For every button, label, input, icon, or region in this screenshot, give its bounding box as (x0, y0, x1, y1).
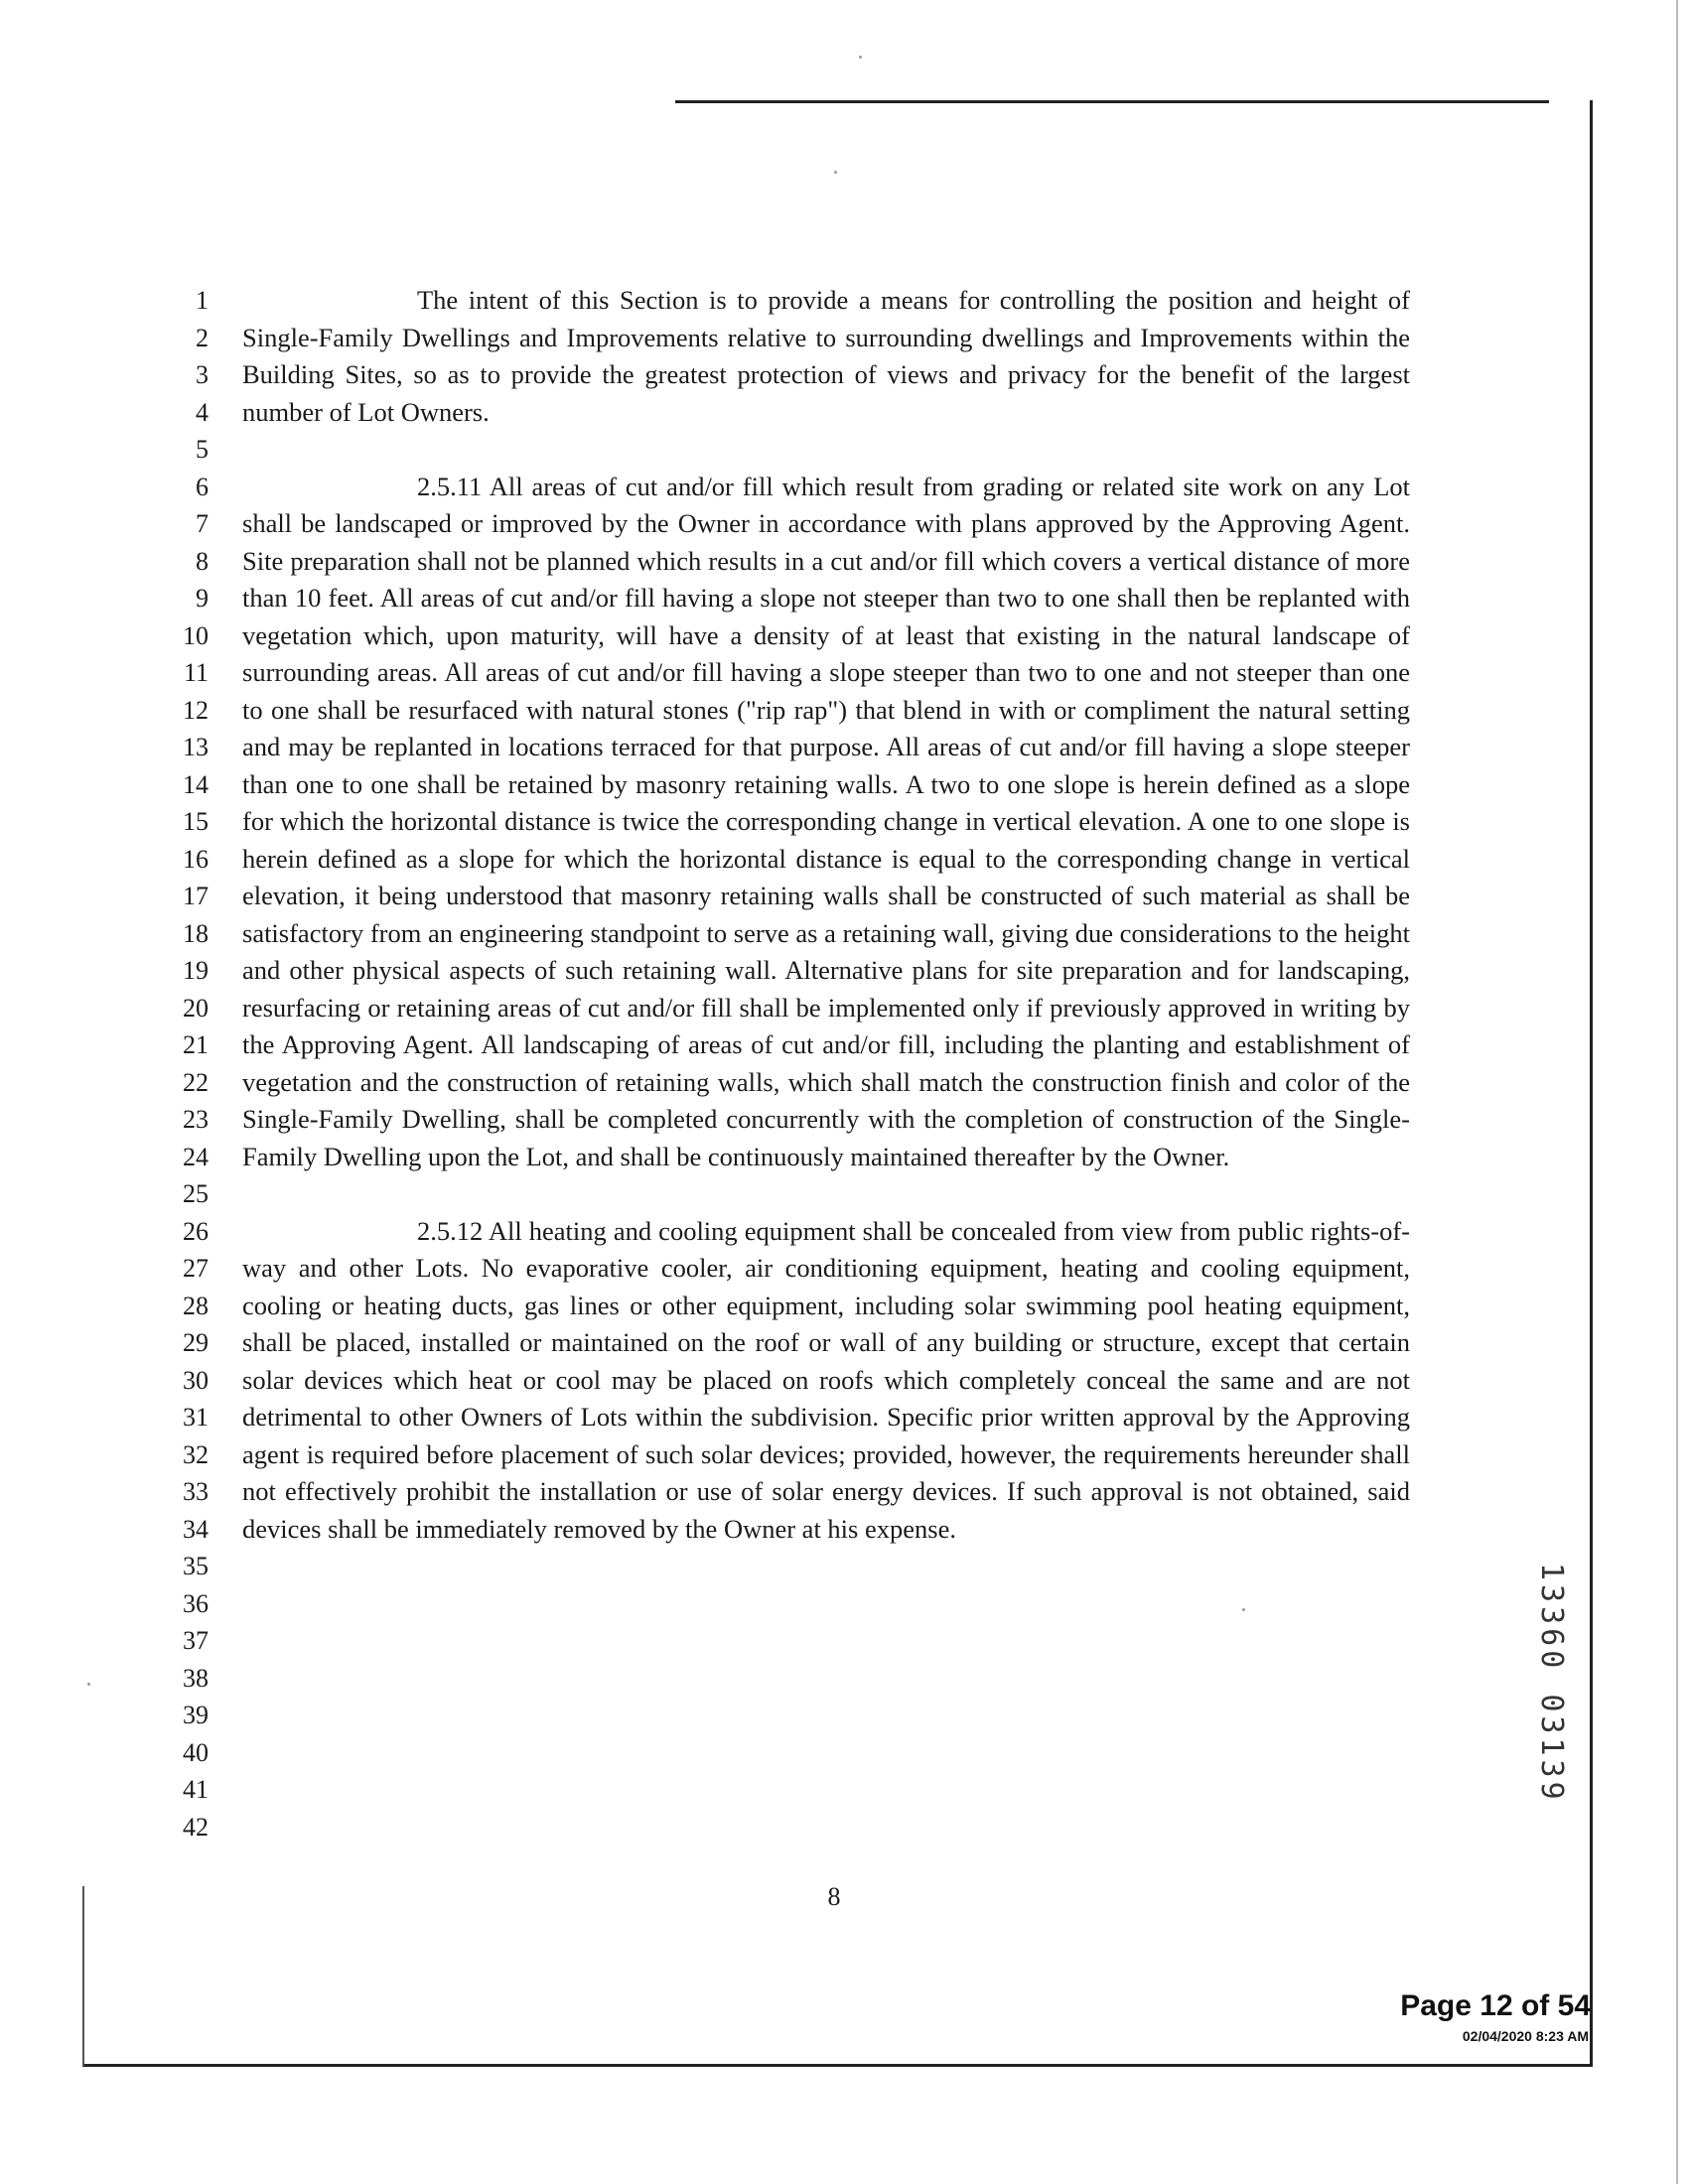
line-number: 33 (183, 1477, 209, 1506)
line-number: 18 (183, 918, 209, 948)
scan-right-rule (1590, 100, 1593, 2064)
line-number: 34 (183, 1514, 209, 1544)
line-number: 23 (183, 1105, 209, 1134)
line-number: 37 (183, 1626, 209, 1655)
footer-timestamp: 02/04/2020 8:23 AM (1462, 2028, 1589, 2044)
line-number: 28 (183, 1291, 209, 1320)
scan-speck (859, 56, 862, 59)
line-number: 29 (183, 1328, 209, 1357)
line-number: 16 (183, 844, 209, 874)
line-number: 41 (183, 1775, 209, 1804)
scan-speck (834, 171, 837, 174)
line-number: 7 (196, 509, 209, 538)
recording-stamp: 13360 03139 (1534, 1562, 1569, 1804)
scan-page-edge (1676, 0, 1678, 2184)
footer-page-label: Page 12 of 54 (1400, 1989, 1591, 2022)
line-number: 11 (183, 658, 209, 687)
line-number: 24 (183, 1142, 209, 1171)
line-number: 26 (183, 1216, 209, 1246)
line-number: 8 (196, 546, 209, 576)
line-number: 10 (183, 620, 209, 650)
line-number: 32 (183, 1439, 209, 1469)
line-number: 3 (196, 360, 209, 389)
paragraph-2-5-12: 2.5.12 All heating and cooling equipment shall be concealed from view from public rights-of-way and other Lots. No evaporative cooler, air conditioning equipment, heating and cooling equipment, cooling or heating ducts, gas lines or other equipment, including solar swimming pool heating equipment, shall be placed, installed or maintained on the roof or wall of any building or structure, except that certain solar devices which heat or cool may be placed on roofs which completely conceal the same and are not detrimental to other Owners of Lots within the subdivision. Specific prior written approval by the Approving agent is required before placement of such solar devices; provided, however, the requirements hereunder shall not effectively prohibit the installation or use of solar energy devices. If such approval is not obtained, said devices shall be immediately removed by the Owner at his expense. (242, 1215, 1410, 1544)
line-number: 14 (183, 769, 209, 799)
page-number: 8 (827, 1882, 841, 1911)
scan-left-rule (82, 1886, 84, 2066)
line-number: 20 (183, 993, 209, 1023)
line-number: 31 (183, 1403, 209, 1432)
line-number: 19 (183, 956, 209, 985)
paragraph-2-5-11: 2.5.11 All areas of cut and/or fill which result from grading or related site work on any Lot shall be landscaped or improved by the Owner in accordance with plans approved by the Approving Agent. Site preparation shall not be planned which results in a cut and/or fill which covers a vertical distance of more than 10 feet. All areas of cut and/or fill having a slope not steeper than two to one shall then be replanted with vegetation which, upon maturity, will have a density of at least that existing in the natural landscape of surrounding areas. All areas of cut and/or fill having a slope steeper than two to one and not steeper than one to one shall be resurfaced with natural stones ("rip rap") that blend in with or compliment the natural setting and may be replanted in locations terraced for that purpose. All areas of cut and/or fill having a slope steeper than one to one shall be retained by masonry retaining walls. A two to one slope is herein defined as a slope for which the horizontal distance is twice the corresponding change in vertical elevation. A one to one slope is herein defined as a slope for which the horizontal distance is equal to the corresponding change in vertical elevation, it being understood that masonry retaining walls shall be constructed of such material as shall be satisfactory from an engineering standpoint to serve as a retaining wall, giving due considerations to the height and other physical aspects of such retaining wall. Alternative plans for site preparation and for landscaping, resurfacing or retaining areas of cut and/or fill shall be implemented only if previously approved in writing by the Approving Agent. All landscaping of areas of cut and/or fill, including the planting and establishment of vegetation and the construction of retaining walls, which shall match the construction finish and color of the Single-Family Dwelling, shall be completed concurrently with the completion of construction of the Single-Family Dwelling upon the Lot, and shall be continuously maintained thereafter by the Owner. (242, 471, 1410, 1171)
line-number: 4 (196, 397, 209, 427)
line-number: 30 (183, 1365, 209, 1395)
scan-speck (1242, 1608, 1245, 1611)
paragraph-intent: The intent of this Section is to provide a means for controlling the position and height of Single-Family Dwellings and Improvements relative to surrounding dwellings and Improvements within the Building Sites, so as to provide the greatest protection of views and privacy for the benefit of the largest number of Lot Owners. (242, 285, 1410, 427)
line-number: 2 (196, 323, 209, 352)
line-number: 27 (183, 1254, 209, 1283)
line-number: 25 (183, 1179, 209, 1208)
line-number: 38 (183, 1663, 209, 1693)
line-number: 22 (183, 1067, 209, 1097)
scan-bottom-rule (82, 2064, 1593, 2067)
line-number: 1 (196, 286, 209, 315)
scan-top-rule (675, 100, 1549, 103)
body-text (242, 282, 1410, 1548)
line-number: 36 (183, 1588, 209, 1618)
line-number: 17 (183, 882, 209, 910)
line-numbers (149, 282, 209, 1845)
line-number: 21 (183, 1030, 209, 1059)
line-number: 6 (196, 472, 209, 501)
line-number: 40 (183, 1737, 209, 1767)
line-number: 13 (183, 733, 209, 761)
line-number: 42 (183, 1812, 209, 1842)
scan-speck (87, 1683, 90, 1686)
line-number: 12 (183, 695, 209, 725)
line-number: 5 (196, 435, 209, 464)
line-number: 15 (183, 807, 209, 836)
line-number: 39 (183, 1701, 209, 1729)
line-number: 9 (196, 584, 209, 613)
line-number: 35 (183, 1552, 209, 1580)
